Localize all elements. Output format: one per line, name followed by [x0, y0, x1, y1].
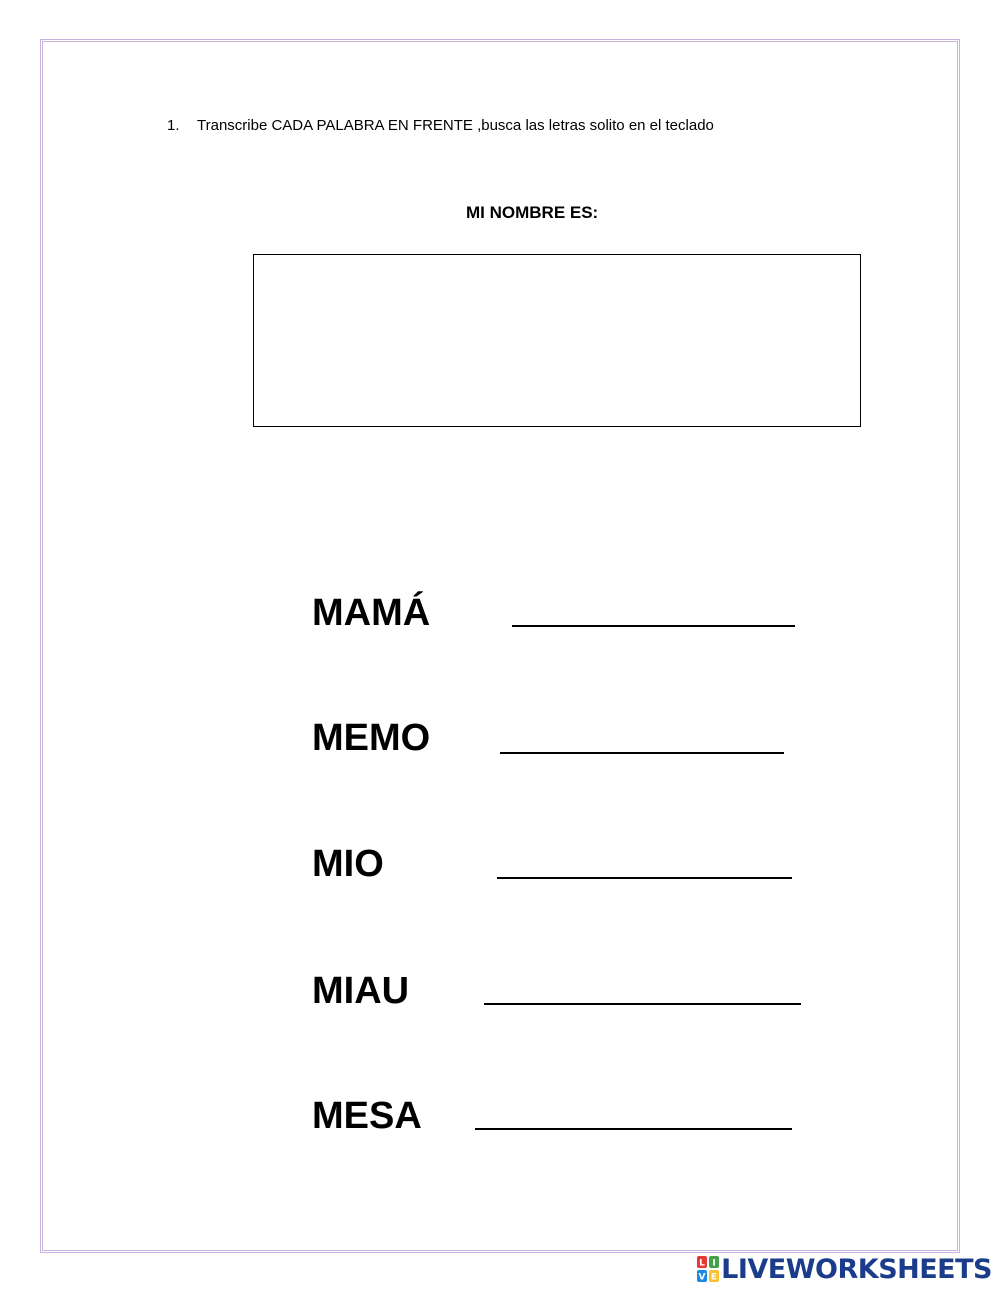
name-input-box[interactable]	[253, 254, 861, 427]
liveworksheets-logo-icon	[697, 1256, 719, 1282]
answer-field-memo[interactable]	[500, 752, 784, 754]
word-label-memo: MEMO	[312, 717, 431, 759]
word-label-mama: MAMÁ	[312, 592, 431, 634]
instruction-text: Transcribe CADA PALABRA EN FRENTE ,busca las letras solito en el teclado	[197, 117, 714, 134]
instruction	[167, 117, 714, 134]
name-heading: MI NOMBRE ES:	[466, 203, 599, 222]
svg-text:I: I	[712, 1258, 716, 1269]
word-label-miau: MIAU	[312, 970, 410, 1012]
word-label-mesa: MESA	[312, 1095, 422, 1137]
svg-text:E: E	[711, 1272, 718, 1282]
answer-field-mesa[interactable]	[475, 1128, 792, 1130]
svg-text:V: V	[698, 1272, 706, 1282]
liveworksheets-brand	[697, 1253, 992, 1285]
answer-field-miau[interactable]	[484, 1003, 801, 1005]
instruction-number: 1.	[167, 117, 180, 134]
brand-name: LIVEWORKSHEETS	[721, 1253, 992, 1285]
svg-text:L: L	[699, 1258, 706, 1269]
answer-field-mama[interactable]	[512, 625, 795, 627]
answer-field-mio[interactable]	[497, 877, 792, 879]
word-label-mio: MIO	[312, 843, 384, 885]
